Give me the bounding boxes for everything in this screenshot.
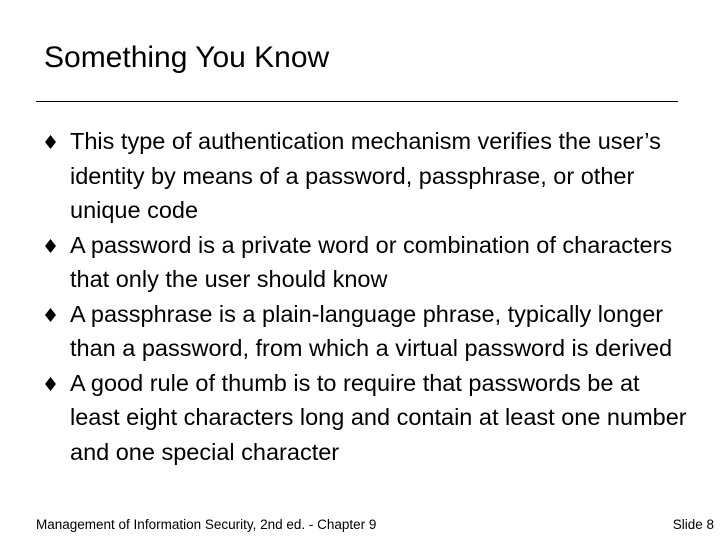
- bullet-list: [44, 124, 694, 469]
- bullet-item: [44, 124, 694, 228]
- bullet-text: This type of authentication mechanism verifies the user’s identity by means of a password, passphrase, or other unique code: [70, 128, 661, 223]
- bullet-text: A password is a private word or combination of characters that only the user should know: [70, 231, 673, 292]
- bullet-text: A good rule of thumb is to require that passwords be at least eight characters long and contain at least one number and one special character: [70, 369, 687, 465]
- diamond-bullet-icon: [45, 124, 57, 159]
- diamond-bullet-icon: [45, 366, 57, 401]
- slide-number: Slide 8: [672, 517, 714, 532]
- bullet-item: [44, 228, 694, 297]
- bullet-item: [44, 366, 694, 470]
- slide-title: Something You Know: [44, 41, 330, 74]
- footer-source: Management of Information Security, 2nd ed. - Chapter 9: [36, 517, 377, 532]
- bullet-item: [44, 297, 694, 366]
- title-divider: [36, 101, 678, 102]
- diamond-bullet-icon: [45, 297, 57, 332]
- diamond-bullet-icon: [45, 228, 57, 263]
- bullet-text: A passphrase is a plain-language phrase, typically longer than a password, from which a virtual password is derived: [70, 300, 673, 361]
